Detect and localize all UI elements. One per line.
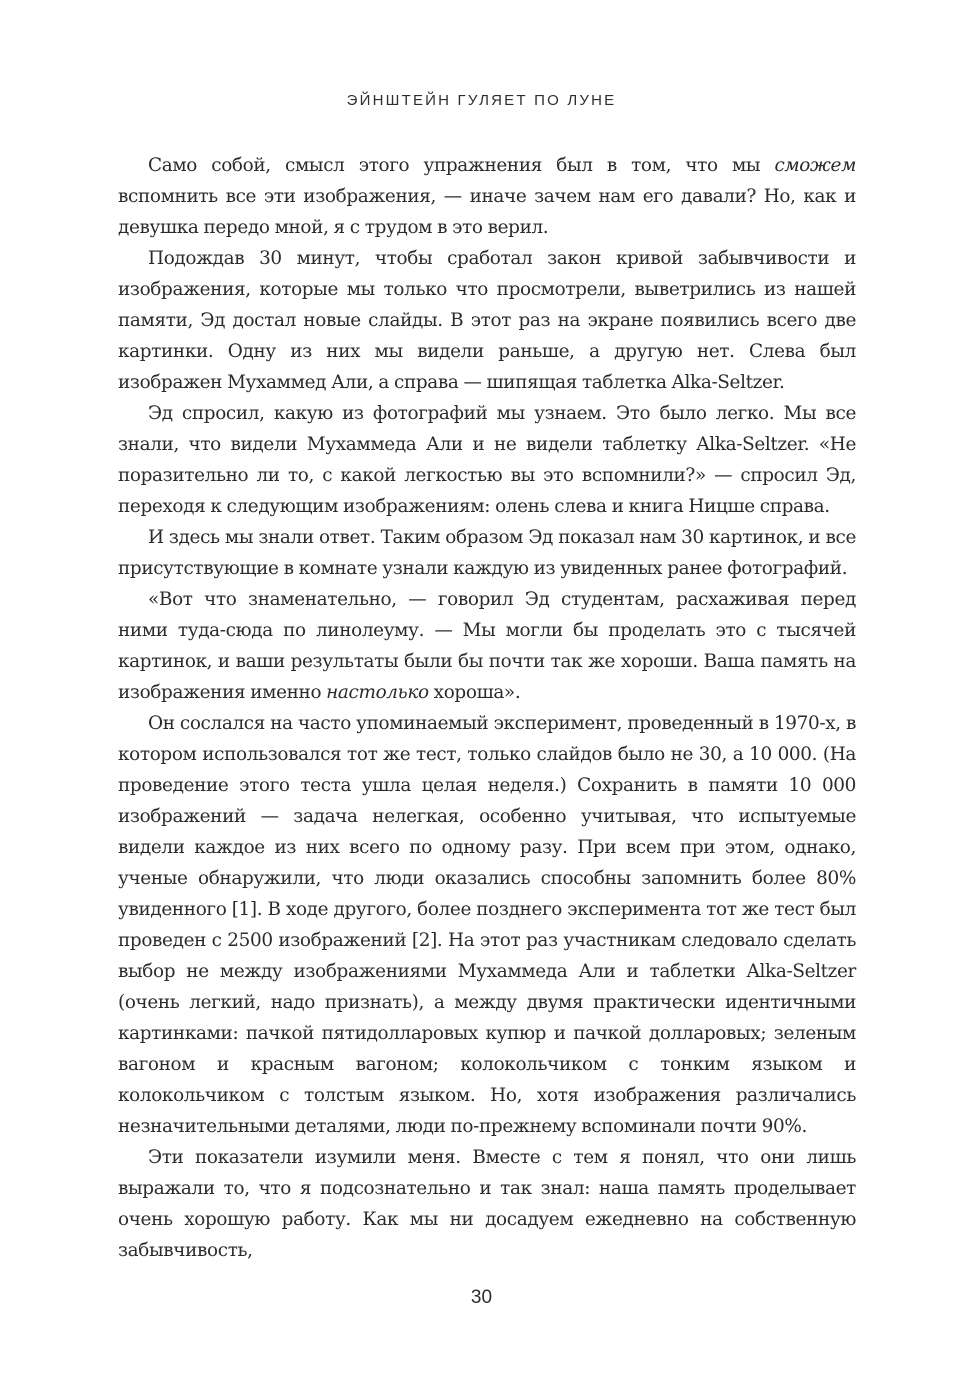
page-number: 30: [470, 1287, 493, 1308]
paragraph: Эд спросил, какую из фотографий мы узнаем. Это было легко. Мы все знали, что видели Мухаммеда Али и не видели таблетку Alka-Seltzer. «Не поразительно ли то, с какой легкостью вы это вспомнили?» — спросил Эд, переходя к следующим изображениям: олень слева и книга Ницше справа.: [118, 403, 856, 517]
paragraph: Само собой, смысл этого упражнения был в том, что мы сможем вспомнить все эти изображения, — иначе зачем нам его давали? Но, как и девушка передо мной, я с трудом в это верил.: [118, 155, 856, 238]
paragraph: Эти показатели изумили меня. Вместе с тем я понял, что они лишь выражали то, что я подсознательно и так знал: наша память проделывает очень хорошую работу. Как мы ни досадуем ежедневно на собственную забывчивость,: [118, 1147, 856, 1261]
emphasis: сможем: [774, 155, 856, 176]
body-text: [118, 150, 856, 1266]
paragraph: И здесь мы знали ответ. Таким образом Эд показал нам 30 картинок, и все присутствующие в комнате узнали каждую из увиденных ранее фотографий.: [118, 527, 856, 579]
running-head: ЭЙНШТЕЙН ГУЛЯЕТ ПО ЛУНЕ: [346, 92, 617, 109]
paragraph: Он сослался на часто упоминаемый эксперимент, проведенный в 1970-х, в котором использовался тот же тест, только слайдов было не 30, а 10 000. (На проведение этого теста ушла целая неделя.) Сохранить в памяти 10 000 изображений — задача нелегкая, особенно учитывая, что испытуемые видели каждое из них всего по одному разу. При всем при этом, однако, ученые обнаружили, что люди оказались способны запомнить более 80% увиденного [1]. В ходе другого, более позднего эксперимента тот же тест был проведен с 2500 изображений [2]. На этот раз участникам следовало сделать выбор не между изображениями Мухаммеда Али и таблетки Alka-Seltzer (очень легкий, надо признать), а между двумя практически идентичными картинками: пачкой пятидолларовых купюр и пачкой долларовых; зеленым вагоном и красным вагоном; колокольчиком с тонким языком и колокольчиком с толстым языком. Но, хотя изображения различались незначительными деталями, люди по-прежнему вспоминали почти 90%.: [118, 713, 856, 1137]
paragraph: Подождав 30 минут, чтобы сработал закон кривой забывчивости и изображения, которые мы только что просмотрели, выветрились из нашей памяти, Эд достал новые слайды. В этот раз на экране появились всего две картинки. Одну из них мы видели раньше, а другую нет. Слева был изображен Мухаммед Али, а справа — шипящая таблетка Alka-Seltzer.: [118, 248, 856, 393]
paragraph: «Вот что знаменательно, — говорил Эд студентам, расхаживая перед ними туда-сюда по линолеуму. — Мы могли бы проделать это с тысячей картинок, и ваши результаты были бы почти так же хороши. Ваша память на изображения именно настолько хороша».: [118, 589, 856, 703]
emphasis: настолько: [326, 682, 429, 703]
